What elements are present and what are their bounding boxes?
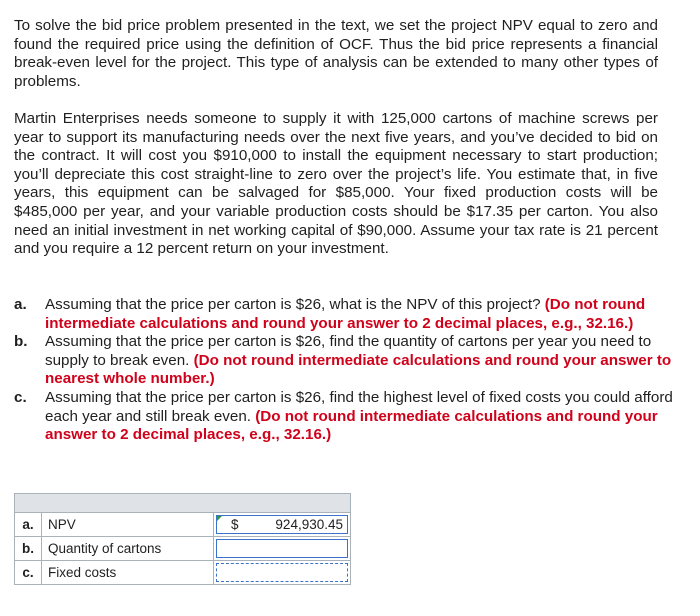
quantity-input[interactable] (216, 539, 348, 558)
question-letter: b. (14, 333, 28, 351)
answer-table-header (14, 493, 351, 513)
answer-row-fixed-costs (14, 561, 351, 585)
row-label: Fixed costs (42, 561, 214, 584)
answer-row-npv (14, 513, 351, 537)
question-letter: a. (14, 296, 27, 313)
question-text: Assuming that the price per carton is $26, find the highest level of fixed costs you could afford each year and still break even. (45, 388, 673, 425)
row-letter: c. (15, 561, 42, 584)
question-list (14, 296, 674, 445)
npv-value: 924,930.45 (275, 517, 343, 532)
question-instruction: (Do not round intermediate calculations and round your answer to 2 decimal places, e.g., 32.16.) (45, 296, 646, 332)
question-letter: c. (14, 388, 27, 406)
question-text: Assuming that the price per carton is $26, what is the NPV of this project? (45, 296, 545, 313)
question-text: Assuming that the price per carton is $26, find the quantity of cartons per year you need to supply to break even. (45, 333, 652, 369)
question-c (14, 389, 674, 445)
currency-symbol: $ (231, 517, 239, 532)
row-letter: b. (15, 537, 42, 560)
question-instruction: (Do not round intermediate calculations and round your answer to 2 decimal places, e.g., 32.16.) (45, 407, 658, 444)
answer-table (14, 493, 351, 585)
row-letter: a. (15, 513, 42, 536)
fixed-costs-input[interactable] (216, 563, 348, 582)
answer-row-quantity (14, 537, 351, 561)
problem-paragraph: Martin Enterprises needs someone to supply it with 125,000 cartons of machine screws per year to support its manufacturing needs over the next five years, and you’ve decided to bid on the contract. It will cost you $910,000 to install the equipment necessary to start production; you’ll depreciate this cost straight-line to zero over the project’s life. You estimate that, in five years, this equipment can be salvaged for $85,000. Your fixed production costs will be $485,000 per year, and your variable production costs should be $17.35 per carton. You also need an initial investment in net working capital of $90,000. Assume your tax rate is 21 percent and you require a 12 percent return on your investment. (14, 110, 658, 258)
row-label: NPV (42, 513, 214, 536)
row-label: Quantity of cartons (42, 537, 214, 560)
question-a (14, 296, 674, 333)
intro-paragraph: To solve the bid price problem presented in the text, we set the project NPV equal to zero and found the required price using the definition of OCF. Thus the bid price represents a financial break-even level for the project. This type of analysis can be extended to many other types of problems. (14, 17, 658, 90)
npv-input[interactable] (216, 515, 348, 534)
question-instruction: (Do not round intermediate calculations and round your answer to nearest whole number.) (45, 351, 672, 388)
question-b (14, 333, 674, 389)
answer-flag-icon (217, 516, 222, 521)
